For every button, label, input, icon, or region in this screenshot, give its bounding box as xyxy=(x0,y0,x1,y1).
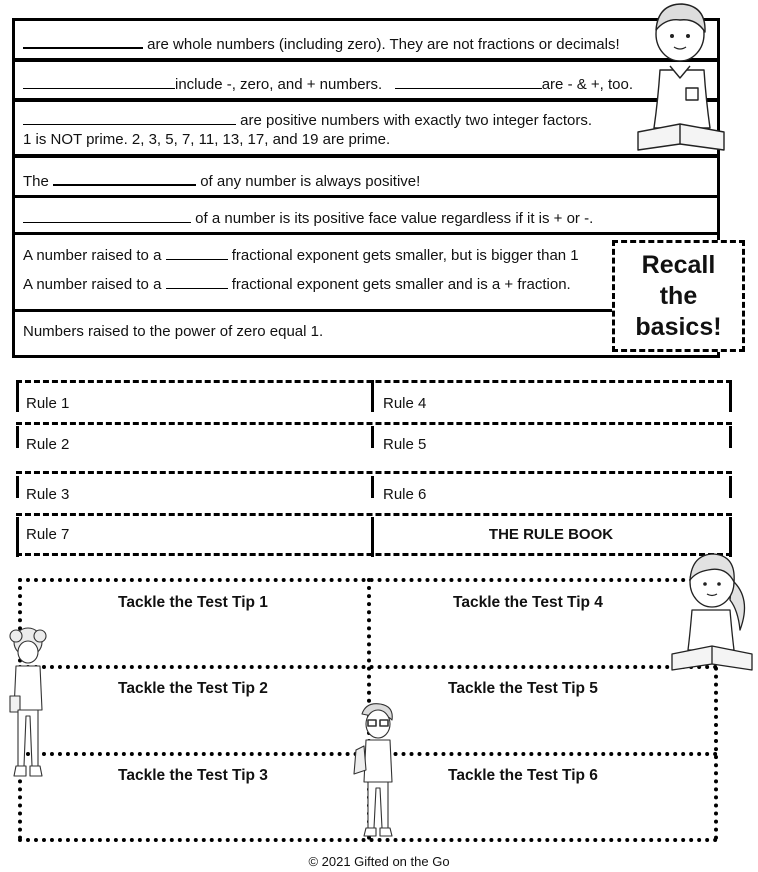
boy-reading-icon xyxy=(630,0,730,160)
vocab-line xyxy=(23,245,579,265)
tip-title-2[interactable]: Tackle the Test Tip 2 xyxy=(118,680,268,697)
recall-badge xyxy=(612,240,745,352)
vocab-line xyxy=(23,130,390,149)
girl-reading-icon xyxy=(668,550,756,676)
vocab-text: are - & +, too. xyxy=(541,76,634,93)
rule-label: Rule 3 xyxy=(26,486,70,503)
vocab-text: of any number is always positive! xyxy=(200,173,421,190)
rule-label: Rule 7 xyxy=(26,526,70,543)
vocab-box-magnitude xyxy=(12,195,720,235)
vocab-box-prime-numbers xyxy=(12,99,720,157)
vocab-text: fractional exponent gets smaller, but is bigger than 1 xyxy=(231,247,579,264)
tip-title-5[interactable]: Tackle the Test Tip 5 xyxy=(448,680,598,697)
answer-blank[interactable] xyxy=(23,208,191,223)
rule-label: Rule 2 xyxy=(26,436,70,453)
vocab-text: include -, zero, and + numbers. xyxy=(175,76,383,93)
rule-label: Rule 1 xyxy=(26,395,70,412)
vocab-text: are whole numbers (including zero). They are not fractions or decimals! xyxy=(147,36,620,53)
vocab-text: are positive numbers with exactly two integer factors. xyxy=(240,112,592,129)
answer-blank[interactable] xyxy=(23,33,143,49)
vocab-text: The xyxy=(23,173,49,190)
vocab-line xyxy=(23,208,593,228)
recall-line: basics! xyxy=(635,312,722,341)
recall-line: Recall xyxy=(641,250,716,279)
rule-divider xyxy=(16,553,732,556)
rule-cell-7[interactable] xyxy=(16,513,371,553)
rule-label: Rule 6 xyxy=(383,486,427,503)
rule-cell-5[interactable] xyxy=(373,422,729,471)
glasses-boy-icon xyxy=(352,700,402,840)
answer-blank[interactable] xyxy=(166,245,228,260)
vocab-text: A number raised to a xyxy=(23,247,162,264)
vocab-text: of a number is its positive face value regardless if it is + or -. xyxy=(195,210,594,227)
rule-cell-2[interactable] xyxy=(16,422,371,471)
rule-cell-3[interactable] xyxy=(16,471,371,513)
vocab-box-whole-numbers xyxy=(12,18,720,61)
rule-divider xyxy=(729,426,732,448)
vocab-line xyxy=(23,170,420,191)
rule-divider xyxy=(729,476,732,498)
vocab-box-integers xyxy=(12,59,720,101)
vocab-text: fractional exponent gets smaller and is a + fraction. xyxy=(231,276,571,293)
answer-blank[interactable] xyxy=(53,170,196,186)
recall-line: the xyxy=(659,281,698,310)
vocab-box-absolute-value xyxy=(12,155,720,198)
answer-blank[interactable] xyxy=(395,74,542,89)
vocab-text: A number raised to a xyxy=(23,276,162,293)
rule-book-title: THE RULE BOOK xyxy=(488,526,614,543)
vocab-line xyxy=(23,74,633,94)
rule-label: Rule 4 xyxy=(383,395,427,412)
rule-divider xyxy=(729,380,732,412)
answer-blank[interactable] xyxy=(166,274,228,289)
rule-label: Rule 5 xyxy=(383,436,427,453)
rule-cell-4[interactable] xyxy=(373,380,729,422)
copyright-footer: © 2021 Gifted on the Go xyxy=(308,854,450,869)
rule-cell-1[interactable] xyxy=(16,380,371,422)
tip-title-1[interactable]: Tackle the Test Tip 1 xyxy=(118,594,268,611)
vocab-text: Numbers raised to the power of zero equal 1. xyxy=(23,323,324,340)
vocab-line xyxy=(23,322,323,341)
vocab-text: 1 is NOT prime. 2, 3, 5, 7, 11, 13, 17, and 19 are prime. xyxy=(23,131,391,148)
vocab-line xyxy=(23,33,620,54)
vocab-line xyxy=(23,274,571,294)
rule-book-title-cell xyxy=(373,513,729,553)
tip-title-3[interactable]: Tackle the Test Tip 3 xyxy=(118,767,268,784)
curly-hair-girl-icon xyxy=(4,626,50,782)
answer-blank[interactable] xyxy=(23,74,175,89)
tip-title-6[interactable]: Tackle the Test Tip 6 xyxy=(448,767,598,784)
rule-cell-6[interactable] xyxy=(373,471,729,513)
rule-grid xyxy=(16,380,732,556)
vocab-line xyxy=(23,110,592,130)
answer-blank[interactable] xyxy=(23,110,236,125)
tip-title-4[interactable]: Tackle the Test Tip 4 xyxy=(453,594,603,611)
